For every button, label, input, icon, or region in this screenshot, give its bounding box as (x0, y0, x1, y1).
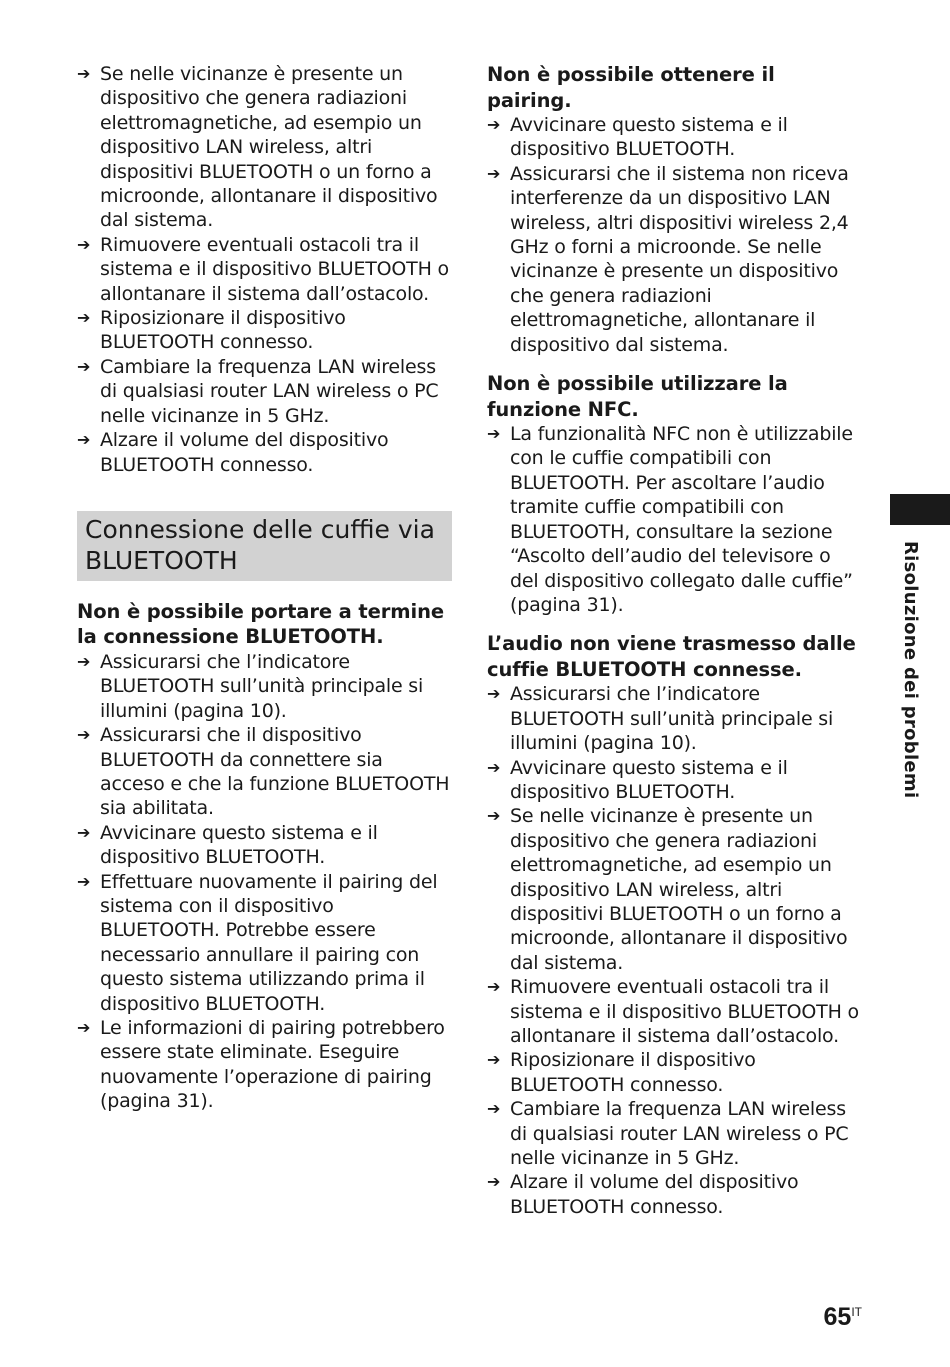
arrow-right-icon: ➔ (77, 64, 91, 83)
section-heading (77, 511, 452, 581)
arrow-right-icon: ➔ (77, 1018, 91, 1037)
list-item-text: Rimuovere eventuali ostacoli tra il sistema e il dispositivo BLUETOOTH o allontanare il sistema dall’ostacolo. (510, 976, 859, 1047)
arrow-right-icon: ➔ (487, 163, 501, 183)
arrow-right-icon: ➔ (487, 684, 501, 704)
arrow-right-icon: ➔ (487, 424, 501, 444)
issue-list-audio (487, 682, 862, 1219)
list-item-text: Assicurarsi che l’indicatore BLUETOOTH sull’unità principale si illumini (pagina 10). (100, 650, 424, 722)
list-item (77, 233, 452, 306)
list-item (77, 62, 452, 233)
list-item-text: Assicurarsi che il sistema non riceva interferenze da un dispositivo LAN wireless, altri dispositivi wireless 2,4 GHz o forni a microonde. Se nelle vicinanze è presente un dispositivo che genera radiazioni elettromagnetiche, allontanare il dispositivo dal sistema. (510, 162, 849, 356)
list-item-text: Assicurarsi che l’indicatore BLUETOOTH sull’unità principale si illumini (pagina 10). (510, 683, 834, 755)
arrow-right-icon: ➔ (487, 115, 501, 134)
arrow-right-icon: ➔ (77, 234, 91, 254)
list-item (487, 756, 862, 805)
list-item-text: Avvicinare questo sistema e il dispositivo BLUETOOTH. (510, 114, 788, 161)
list-item (77, 428, 452, 477)
issue-title-nfc: Non è possibile utilizzare la funzione NFC. (487, 372, 788, 421)
list-item-text: Le informazioni di pairing potrebbero essere state eliminate. Eseguire nuovamente l’operazione di pairing (pagina 31). (100, 1017, 445, 1113)
list-item-text: Effettuare nuovamente il pairing del sistema con il dispositivo BLUETOOTH. Potrebbe essere necessario annullare il pairing con questo sistema utilizzando prima il dispositivo BLUETOOTH. (100, 870, 438, 1015)
page-language-code: IT (851, 1305, 862, 1319)
list-item (487, 804, 862, 975)
list-item (77, 821, 452, 870)
page-number-value: 65 (823, 1303, 852, 1331)
issue-list-nfc (487, 422, 862, 617)
left-column (77, 62, 452, 1114)
list-item-text: Cambiare la frequenza LAN wireless di qualsiasi router LAN wireless o PC nelle vicinanze in 5 GHz. (510, 1098, 849, 1170)
list-item-text: Alzare il volume del dispositivo BLUETOOTH connesso. (100, 429, 389, 476)
arrow-right-icon: ➔ (487, 1050, 501, 1070)
list-item (487, 975, 862, 1048)
arrow-right-icon: ➔ (487, 1099, 501, 1119)
list-item (77, 1016, 452, 1114)
list-item (487, 1170, 862, 1219)
list-item (487, 113, 862, 162)
right-column (487, 62, 862, 1219)
list-item (487, 682, 862, 755)
list-item-text: Riposizionare il dispositivo BLUETOOTH connesso. (100, 307, 346, 354)
list-item-text: Se nelle vicinanze è presente un dispositivo che genera radiazioni elettromagnetiche, ad esempio un dispositivo LAN wireless, altri dispositivi BLUETOOTH o un forno a microonde, allontanare il dispositivo dal sistema. (510, 805, 848, 974)
issue-title-audio: L’audio non viene trasmesso dalle cuffie BLUETOOTH connesse. (487, 632, 856, 681)
list-item (487, 422, 862, 617)
list-item (77, 650, 452, 723)
chapter-side-label: Risoluzione dei problemi (900, 541, 921, 799)
arrow-right-icon: ➔ (487, 1172, 501, 1192)
issue-list-connection (77, 650, 452, 1114)
list-item-text: Assicurarsi che il dispositivo BLUETOOTH da connettere sia acceso e che la funzione BLUETOOTH sia abilitata. (100, 724, 450, 820)
section-title: Connessione delle cuffie via BLUETOOTH (85, 514, 435, 575)
list-item (487, 1097, 862, 1170)
list-item (77, 870, 452, 1016)
arrow-right-icon: ➔ (77, 871, 91, 891)
page-number (824, 1303, 862, 1332)
list-item (77, 306, 452, 355)
list-item-text: Cambiare la frequenza LAN wireless di qualsiasi router LAN wireless o PC nelle vicinanze in 5 GHz. (100, 355, 439, 427)
arrow-right-icon: ➔ (77, 725, 91, 745)
issue-title-pairing: Non è possibile ottenere il pairing. (487, 63, 775, 112)
arrow-right-icon: ➔ (77, 356, 91, 376)
arrow-right-icon: ➔ (487, 806, 501, 826)
issue-title-connection: Non è possibile portare a termine la connessione BLUETOOTH. (77, 599, 445, 649)
list-item-text: Avvicinare questo sistema e il dispositivo BLUETOOTH. (510, 756, 788, 803)
list-item (487, 162, 862, 357)
list-item-text: Avvicinare questo sistema e il dispositivo BLUETOOTH. (100, 821, 378, 869)
list-item (487, 1048, 862, 1097)
arrow-right-icon: ➔ (77, 430, 91, 450)
list-item-text: Riposizionare il dispositivo BLUETOOTH connesso. (510, 1049, 756, 1096)
arrow-right-icon: ➔ (77, 822, 91, 842)
left-top-list (77, 62, 452, 477)
list-item-text: Se nelle vicinanze è presente un dispositivo che genera radiazioni elettromagnetiche, ad esempio un dispositivo LAN wireless, altri dispositivi BLUETOOTH o un forno a microonde, allontanare il dispositivo dal sistema. (100, 63, 438, 232)
arrow-right-icon: ➔ (77, 651, 91, 671)
list-item-text: La funzionalità NFC non è utilizzabile con le cuffie compatibili con BLUETOOTH. Per ascoltare l’audio tramite cuffie compatibili con BLUETOOTH, consultare la sezione “Ascolto dell’audio del televisore o del dispositivo collegato dalle cuffie” (pagina 31). (510, 423, 853, 616)
list-item (77, 723, 452, 821)
list-item-text: Rimuovere eventuali ostacoli tra il sistema e il dispositivo BLUETOOTH o allontanare il sistema dall’ostacolo. (100, 233, 449, 305)
arrow-right-icon: ➔ (77, 308, 91, 328)
issue-list-pairing (487, 113, 862, 357)
list-item-text: Alzare il volume del dispositivo BLUETOOTH connesso. (510, 1171, 799, 1218)
arrow-right-icon: ➔ (487, 757, 501, 777)
list-item (77, 355, 452, 428)
chapter-tab-marker (890, 494, 950, 525)
arrow-right-icon: ➔ (487, 977, 501, 997)
